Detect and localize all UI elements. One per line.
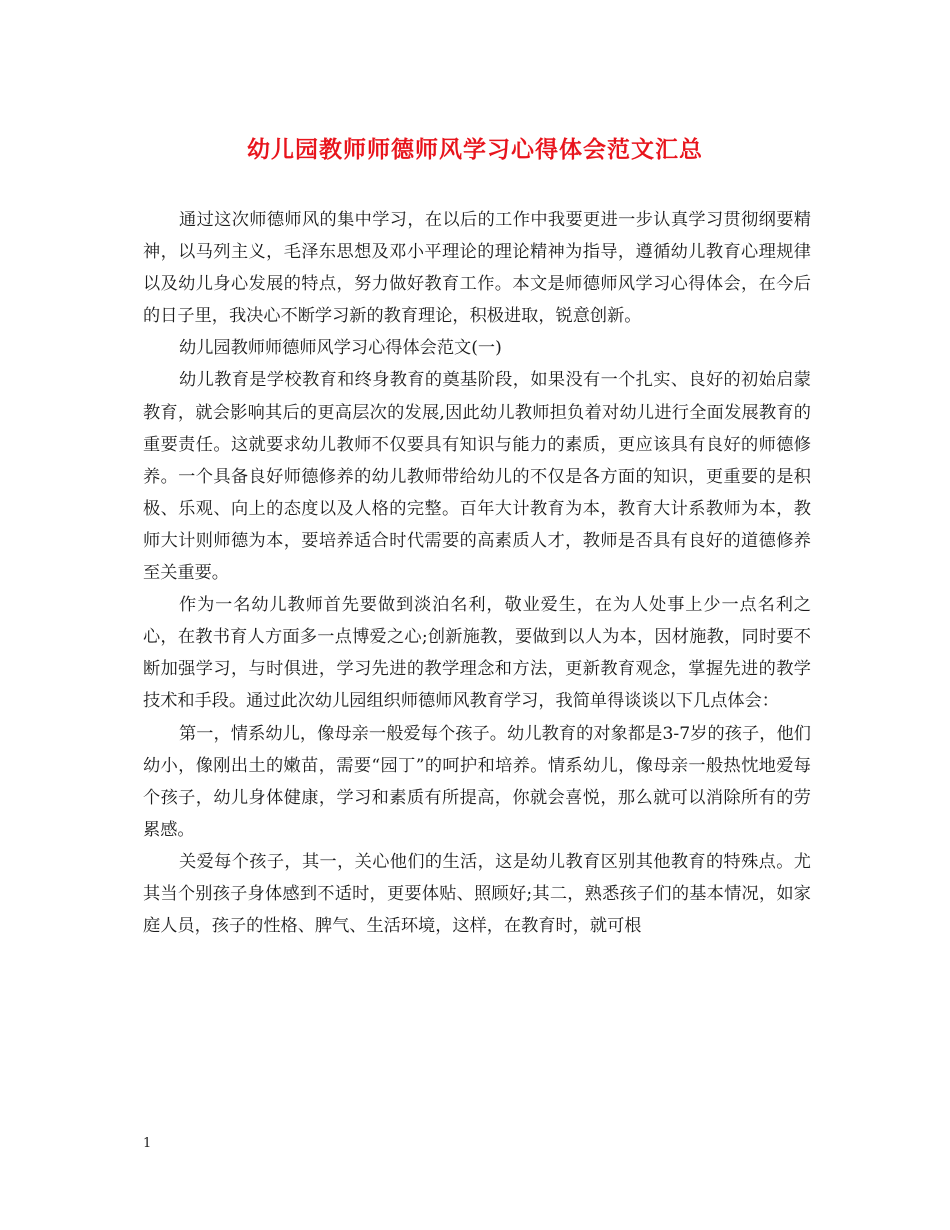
paragraph-intro: 通过这次师德师风的集中学习，在以后的工作中我要更进一步认真学习贯彻纲要精神，以马列主义，毛泽东思想及邓小平理论的理论精神为指导，遵循幼儿教育心理规律以及幼儿身心发展的特点，努力做好教育工作。本文是师德师风学习心得体会，在今后的日子里，我决心不断学习新的教育理论，积极进取，锐意创新。: [143, 210, 811, 327]
paragraph-body: 幼儿教育是学校教育和终身教育的奠基阶段，如果没有一个扎实、良好的初始启蒙教育，就会影响其后的更高层次的发展,因此幼儿教师担负着对幼儿进行全面发展教育的重要责任。这就要求幼儿教师不仅要具有知识与能力的素质，更应该具有良好的师德修养。一个具备良好师德修养的幼儿教师带给幼儿的不仅是各方面的知识，更重要的是积极、乐观、向上的态度以及人格的完整。百年大计教育为本，教育大计系教师为本，教师大计则师德为本，要培养适合时代需要的高素质人才，教师是否具有良好的道德修养至关重要。: [143, 370, 811, 584]
paragraph-body: 作为一名幼儿教师首先要做到淡泊名利，敬业爱生，在为人处事上少一点名利之心，在教书育人方面多一点博爱之心;创新施教，要做到以人为本，因材施教，同时要不断加强学习，与时俱进，学习先进的教学理念和方法，更新教育观念，掌握先进的教学技术和手段。通过此次幼儿园组织师德师风教育学习，我简单得谈谈以下几点体会：: [143, 595, 811, 712]
document-body: [143, 204, 811, 942]
document-title: 幼儿园教师师德师风学习心得体会范文汇总: [247, 136, 703, 163]
paragraph-body: 第一，情系幼儿，像母亲一般爱每个孩子。幼儿教育的对象都是3-7岁的孩子，他们幼小，像刚出土的嫩苗，需要“园丁”的呵护和培养。情系幼儿，像母亲一般热忱地爱每个孩子，幼儿身体健康，学习和素质有所提高，你就会喜悦，那么就可以消除所有的劳累感。: [143, 723, 811, 840]
paragraph-body: 关爱每个孩子，其一，关心他们的生活，这是幼儿教育区别其他教育的特殊点。尤其当个别孩子身体感到不适时，更要体贴、照顾好;其二，熟悉孩子们的基本情况，如家庭人员，孩子的性格、脾气、生活环境，这样，在教育时，就可根: [143, 851, 811, 937]
section-heading: 幼儿园教师师德师风学习心得体会范文(一): [179, 338, 502, 359]
page-number: 1: [143, 1136, 152, 1151]
